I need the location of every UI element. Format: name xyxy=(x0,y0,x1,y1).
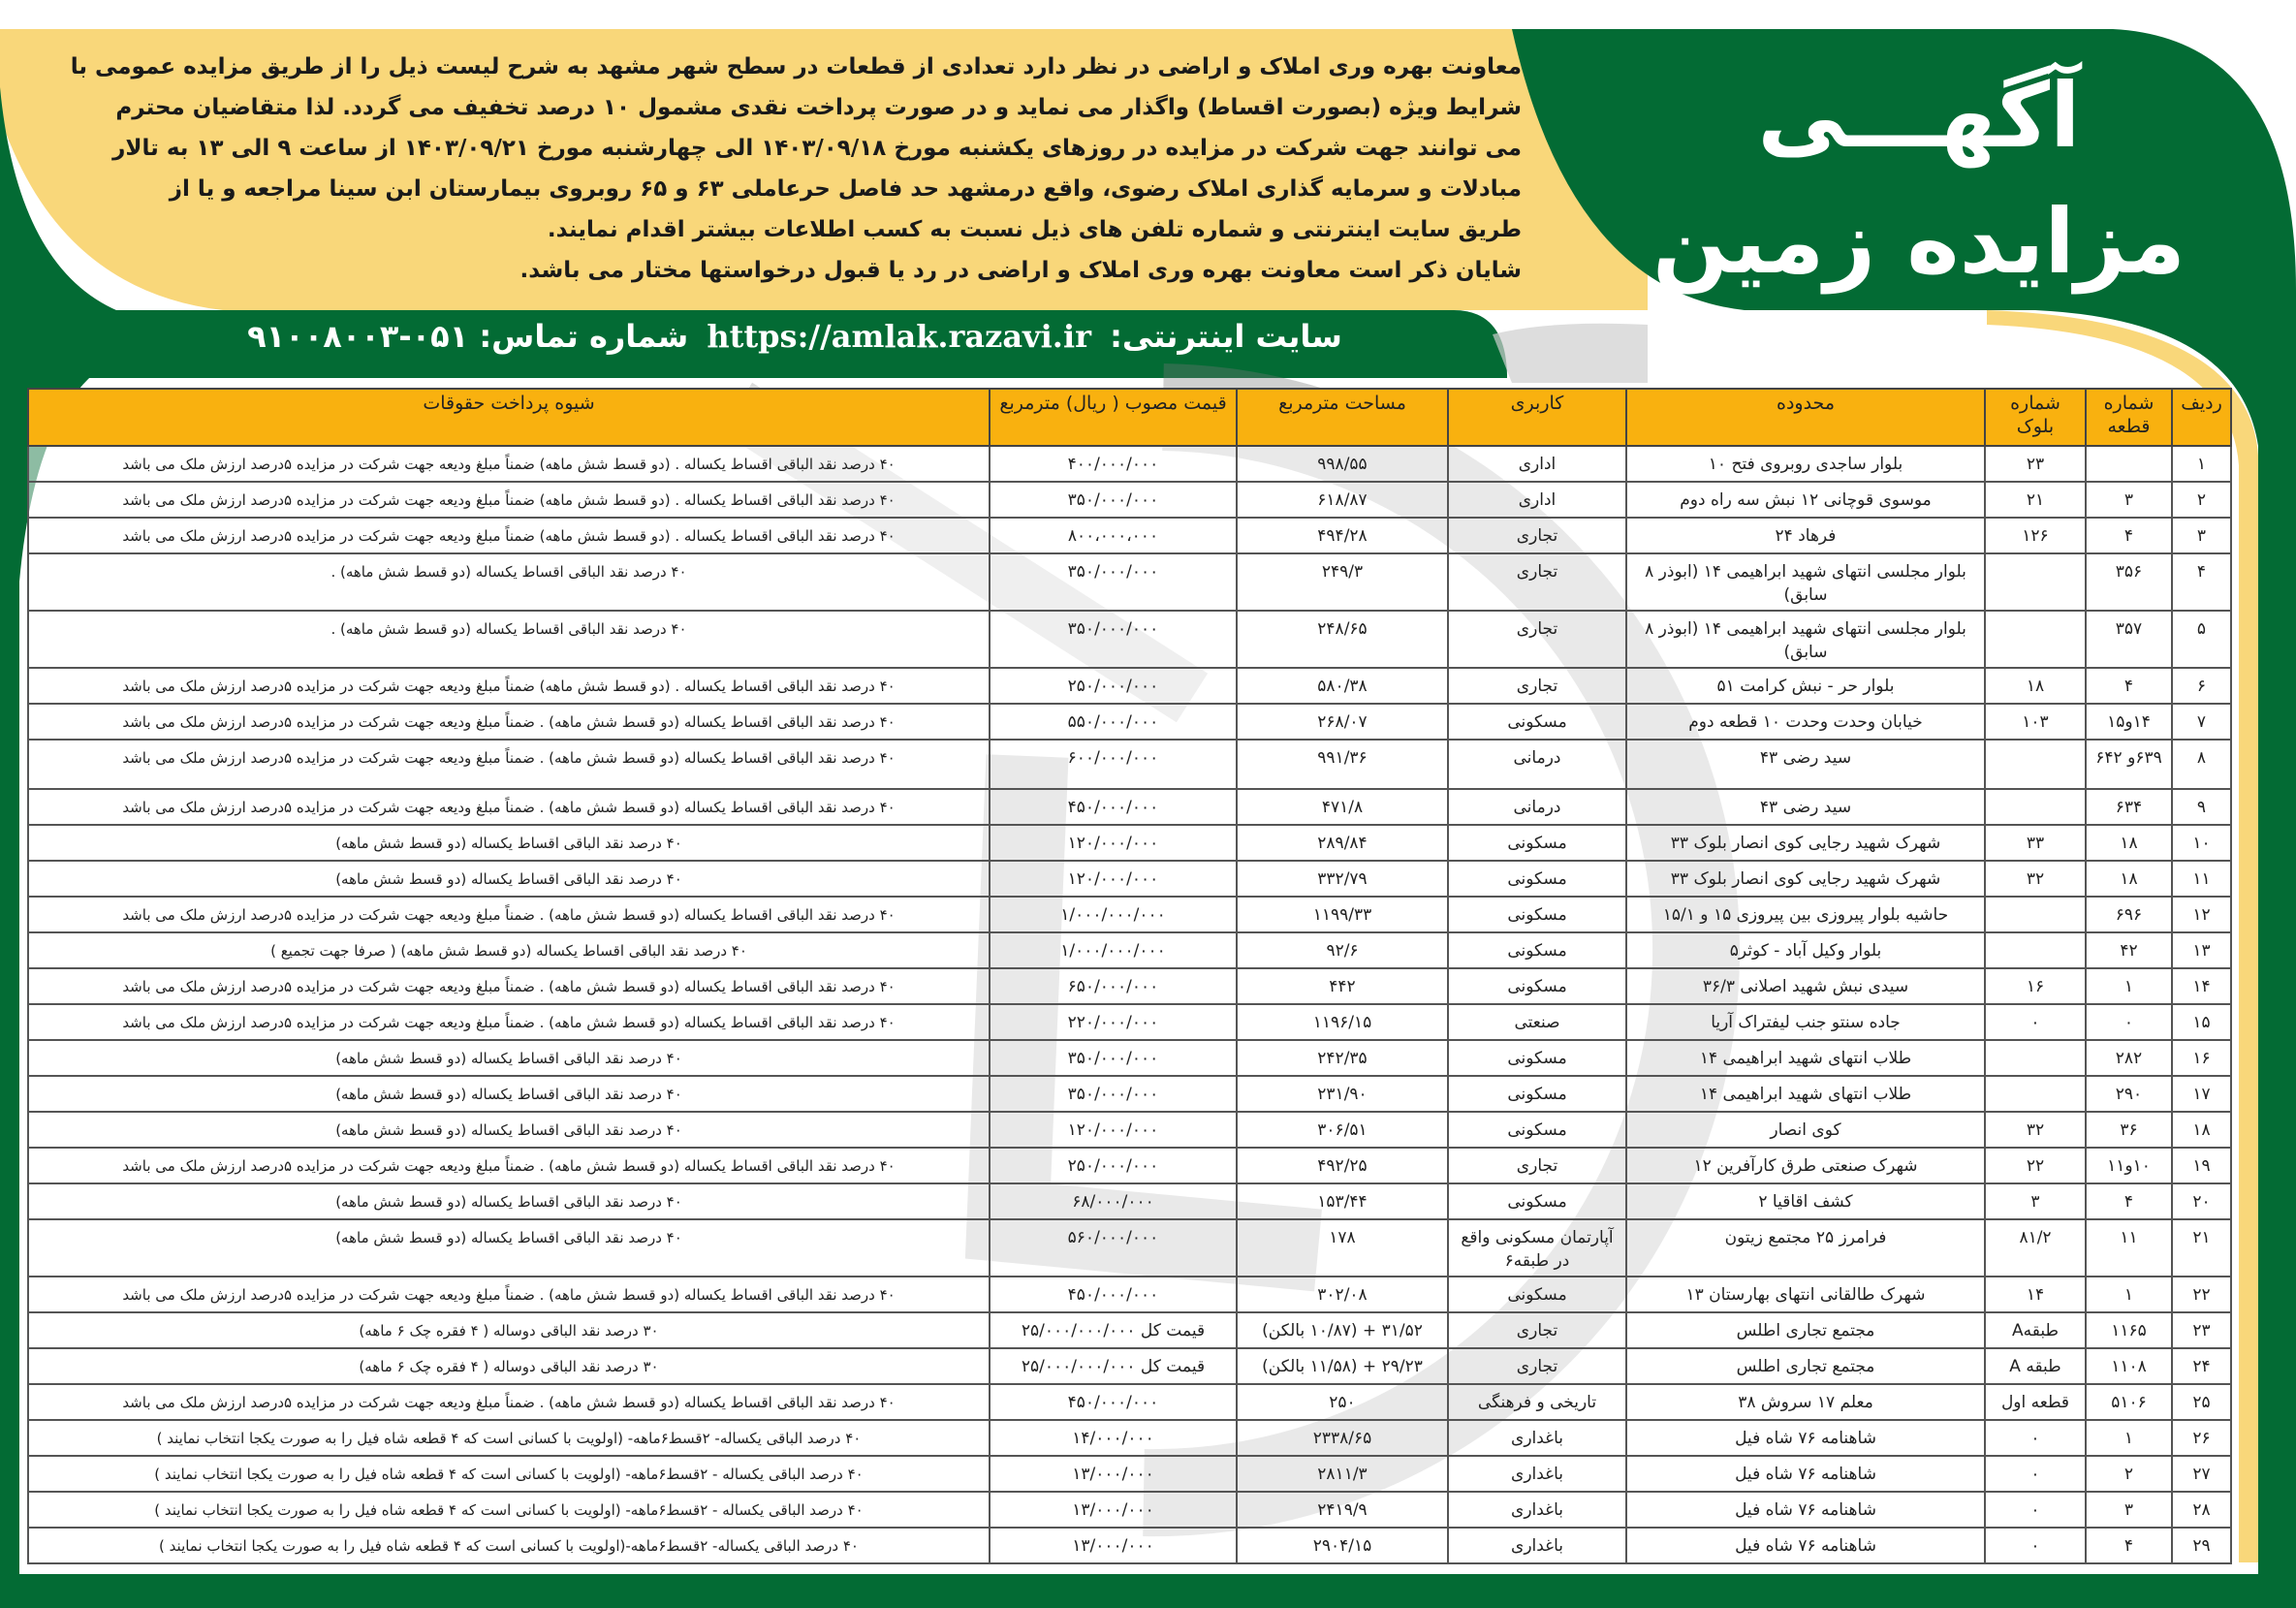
cell-price: ۲۵۰/۰۰۰/۰۰۰ xyxy=(990,668,1237,704)
cell-usage: درمانی xyxy=(1448,789,1626,825)
cell-plot-number: ۳۶ xyxy=(2086,1112,2172,1148)
cell-area: ۴۹۲/۲۵ xyxy=(1237,1148,1448,1183)
column-header-payment-terms: شیوه پرداخت حقوقات xyxy=(28,389,990,446)
cell-location: بلوار ساجدی روبروی فتح ۱۰ xyxy=(1626,446,1985,482)
table-row xyxy=(28,668,2231,704)
cell-payment-terms: ۴۰ درصد نقد الباقی اقساط یکساله (دو قسط شش ماهه) . ضمناً مبلغ ودیعه جهت شرکت در مزایده ۵درصد ارزش ملک می باشد xyxy=(28,897,990,932)
cell-area: ۲۴۲/۳۵ xyxy=(1237,1040,1448,1076)
cell-row-number: ۲۶ xyxy=(2172,1420,2231,1456)
cell-block-number: طبقه A xyxy=(1985,1348,2086,1384)
cell-row-number: ۲۲ xyxy=(2172,1277,2231,1312)
table-row xyxy=(28,1312,2231,1348)
page-title xyxy=(1648,53,2190,305)
cell-price: ۴۵۰/۰۰۰/۰۰۰ xyxy=(990,1384,1237,1420)
cell-block-number: ۰ xyxy=(1985,1456,2086,1492)
cell-usage: مسکونی xyxy=(1448,897,1626,932)
cell-location: بلوار مجلسی انتهای شهید ابراهیمی ۱۴ (ابوذر ۸ سابق) xyxy=(1626,611,1985,668)
cell-payment-terms: ۳۰ درصد نقد الباقی دوساله ( ۴ فقره چک ۶ ماهه) xyxy=(28,1348,990,1384)
cell-area: ۴۴۲ xyxy=(1237,968,1448,1004)
cell-price: ۱۴/۰۰۰/۰۰۰ xyxy=(990,1420,1237,1456)
cell-payment-terms: ۴۰ درصد الباقی یکساله - ۲قسط۶ماهه- (اولویت با کسانی است که ۴ قطعه شاه فیل را به صورت یکجا انتخاب نمایند ) xyxy=(28,1492,990,1528)
cell-price: ۶۸/۰۰۰/۰۰۰ xyxy=(990,1183,1237,1219)
table-row xyxy=(28,704,2231,740)
cell-row-number: ۲۳ xyxy=(2172,1312,2231,1348)
cell-plot-number: ۰ xyxy=(2086,1004,2172,1040)
cell-plot-number: ۱۸ xyxy=(2086,825,2172,861)
cell-block-number: ۲۱ xyxy=(1985,482,2086,518)
cell-usage: تجاری xyxy=(1448,668,1626,704)
cell-payment-terms: ۴۰ درصد نقد الباقی اقساط یکساله (دو قسط شش ماهه) . xyxy=(28,553,990,611)
cell-price: ۳۵۰/۰۰۰/۰۰۰ xyxy=(990,1040,1237,1076)
cell-payment-terms: ۴۰ درصد نقد الباقی اقساط یکساله (دو قسط شش ماهه) xyxy=(28,1076,990,1112)
table-row xyxy=(28,789,2231,825)
cell-usage: تجاری xyxy=(1448,518,1626,553)
table-row xyxy=(28,1456,2231,1492)
cell-row-number: ۷ xyxy=(2172,704,2231,740)
cell-block-number: ۸۱/۲ xyxy=(1985,1219,2086,1277)
cell-usage: مسکونی xyxy=(1448,1183,1626,1219)
cell-payment-terms: ۴۰ درصد الباقی یکساله- ۲قسط۶ماهه-(اولویت با کسانی است که ۴ قطعه شاه فیل را به صورت یکجا انتخاب نمایند ) xyxy=(28,1528,990,1563)
auction-table xyxy=(27,388,2232,1564)
cell-location: کوی انصار xyxy=(1626,1112,1985,1148)
table-row xyxy=(28,1384,2231,1420)
cell-location: مجتمع تجاری اطلس xyxy=(1626,1348,1985,1384)
cell-plot-number: ۱۱۰۸ xyxy=(2086,1348,2172,1384)
cell-usage: مسکونی xyxy=(1448,1076,1626,1112)
cell-area: ۳۳۲/۷۹ xyxy=(1237,861,1448,897)
cell-payment-terms: ۴۰ درصد نقد الباقی اقساط یکساله (دو قسط شش ماهه) . ضمناً مبلغ ودیعه جهت شرکت در مزایده ۵درصد ارزش ملک می باشد xyxy=(28,740,990,789)
cell-area: ۲۴۸/۶۵ xyxy=(1237,611,1448,668)
table-row xyxy=(28,1420,2231,1456)
table-row xyxy=(28,825,2231,861)
cell-block-number: ۱۶ xyxy=(1985,968,2086,1004)
cell-row-number: ۱۰ xyxy=(2172,825,2231,861)
cell-location: بلوار حر - نبش کرامت ۵۱ xyxy=(1626,668,1985,704)
cell-usage: تجاری xyxy=(1448,553,1626,611)
cell-location: شهرک صنعتی طرق کارآفرین ۱۲ xyxy=(1626,1148,1985,1183)
cell-payment-terms: ۴۰ درصد نقد الباقی اقساط یکساله . (دو قسط شش ماهه) ضمناً مبلغ ودیعه جهت شرکت در مزایده ۵درصد ارزش ملک می باشد xyxy=(28,446,990,482)
cell-area: ۱۱۹۶/۱۵ xyxy=(1237,1004,1448,1040)
cell-payment-terms: ۴۰ درصد نقد الباقی اقساط یکساله . (دو قسط شش ماهه) ضمناً مبلغ ودیعه جهت شرکت در مزایده ۵درصد ارزش ملک می باشد xyxy=(28,668,990,704)
cell-payment-terms: ۴۰ درصد نقد الباقی اقساط یکساله (دو قسط شش ماهه) . ضمناً مبلغ ودیعه جهت شرکت در مزایده ۵درصد ارزش ملک می باشد xyxy=(28,968,990,1004)
cell-row-number: ۲۹ xyxy=(2172,1528,2231,1563)
contact-bar xyxy=(116,318,1473,355)
cell-block-number: ۳۲ xyxy=(1985,1112,2086,1148)
cell-plot-number: ۶۳۴ xyxy=(2086,789,2172,825)
table-row xyxy=(28,861,2231,897)
cell-plot-number: ۱۴و۱۵ xyxy=(2086,704,2172,740)
table-row xyxy=(28,611,2231,668)
column-header-row-number: ردیف xyxy=(2172,389,2231,446)
cell-plot-number: ۱۱ xyxy=(2086,1219,2172,1277)
cell-usage: مسکونی xyxy=(1448,825,1626,861)
cell-block-number: ۰ xyxy=(1985,1528,2086,1563)
cell-row-number: ۳ xyxy=(2172,518,2231,553)
cell-row-number: ۲۴ xyxy=(2172,1348,2231,1384)
column-header-location: محدوده xyxy=(1626,389,1985,446)
column-header-usage: کاربری xyxy=(1448,389,1626,446)
cell-area: ۳۱/۵۲ + (۱۰/۸۷ بالکن) xyxy=(1237,1312,1448,1348)
cell-payment-terms: ۴۰ درصد نقد الباقی اقساط یکساله (دو قسط شش ماهه) . ضمناً مبلغ ودیعه جهت شرکت در مزایده ۵درصد ارزش ملک می باشد xyxy=(28,1277,990,1312)
cell-row-number: ۹ xyxy=(2172,789,2231,825)
cell-block-number: ۲۲ xyxy=(1985,1148,2086,1183)
intro-line: شرایط ویژه (بصورت اقساط) واگذار می نماید و در صورت پرداخت نقدی مشمول ۱۰ درصد تخفیف می گردد. لذا متقاضیان محترم xyxy=(115,95,1522,120)
cell-usage: مسکونی xyxy=(1448,968,1626,1004)
table-row xyxy=(28,968,2231,1004)
cell-usage: تجاری xyxy=(1448,1348,1626,1384)
cell-row-number: ۲ xyxy=(2172,482,2231,518)
cell-usage: مسکونی xyxy=(1448,1277,1626,1312)
cell-price: ۲۲۰/۰۰۰/۰۰۰ xyxy=(990,1004,1237,1040)
cell-price: ۱/۰۰۰/۰۰۰/۰۰۰ xyxy=(990,897,1237,932)
cell-usage: تجاری xyxy=(1448,1312,1626,1348)
cell-row-number: ۱۸ xyxy=(2172,1112,2231,1148)
cell-price: ۱/۰۰۰/۰۰۰/۰۰۰ xyxy=(990,932,1237,968)
cell-payment-terms: ۴۰ درصد نقد الباقی اقساط یکساله (دو قسط شش ماهه) . ضمناً مبلغ ودیعه جهت شرکت در مزایده ۵درصد ارزش ملک می باشد xyxy=(28,704,990,740)
cell-location: سید رضی ۴۳ xyxy=(1626,740,1985,789)
cell-area: ۲۶۸/۰۷ xyxy=(1237,704,1448,740)
cell-block-number: ۰ xyxy=(1985,1004,2086,1040)
cell-payment-terms: ۴۰ درصد الباقی یکساله- ۲قسط۶ماهه- (اولویت با کسانی است که ۴ قطعه شاه فیل را به صورت یکجا انتخاب نمایند ) xyxy=(28,1420,990,1456)
cell-payment-terms: ۴۰ درصد نقد الباقی اقساط یکساله . (دو قسط شش ماهه) ضمناً مبلغ ودیعه جهت شرکت در مزایده ۵درصد ارزش ملک می باشد xyxy=(28,518,990,553)
cell-plot-number: ۳ xyxy=(2086,482,2172,518)
cell-plot-number: ۲۹۰ xyxy=(2086,1076,2172,1112)
intro-paragraph xyxy=(39,47,1522,291)
site-label: سایت اینترنتی: xyxy=(1110,318,1342,355)
cell-area: ۱۱۹۹/۳۳ xyxy=(1237,897,1448,932)
cell-payment-terms: ۴۰ درصد نقد الباقی اقساط یکساله (دو قسط شش ماهه) . ضمناً مبلغ ودیعه جهت شرکت در مزایده ۵درصد ارزش ملک می باشد xyxy=(28,1148,990,1183)
cell-block-number: ۰ xyxy=(1985,1420,2086,1456)
cell-usage: تجاری xyxy=(1448,611,1626,668)
cell-location: بلوار مجلسی انتهای شهید ابراهیمی ۱۴ (ابوذر ۸ سابق) xyxy=(1626,553,1985,611)
cell-block-number: ۰ xyxy=(1985,1492,2086,1528)
column-header-area: مساحت مترمربع xyxy=(1237,389,1448,446)
cell-plot-number: ۱۱۶۵ xyxy=(2086,1312,2172,1348)
cell-row-number: ۲۷ xyxy=(2172,1456,2231,1492)
cell-plot-number: ۳ xyxy=(2086,1492,2172,1528)
cell-location: شاهنامه ۷۶ شاه فیل xyxy=(1626,1420,1985,1456)
cell-block-number: ۳۲ xyxy=(1985,861,2086,897)
cell-area: ۲۵۰ xyxy=(1237,1384,1448,1420)
table-row xyxy=(28,1040,2231,1076)
cell-location: فرهاد ۲۴ xyxy=(1626,518,1985,553)
intro-line: مبادلات و سرمایه گذاری املاک رضوی، واقع درمشهد حد فاصل حرعاملی ۶۳ و ۶۵ روبروی بیمارستان ابن سینا مراجعه و یا از xyxy=(169,176,1522,202)
cell-area: ۴۹۴/۲۸ xyxy=(1237,518,1448,553)
column-header-price: قیمت مصوب ( ریال) مترمربع xyxy=(990,389,1237,446)
cell-plot-number: ۶۳۹و ۶۴۲ xyxy=(2086,740,2172,789)
cell-row-number: ۵ xyxy=(2172,611,2231,668)
cell-location: حاشیه بلوار پیروزی بین پیروزی ۱۵ و ۱۵/۱ xyxy=(1626,897,1985,932)
cell-area: ۶۱۸/۸۷ xyxy=(1237,482,1448,518)
cell-location: سیدی نبش شهید اصلانی ۳۶/۳ xyxy=(1626,968,1985,1004)
cell-price: ۶۵۰/۰۰۰/۰۰۰ xyxy=(990,968,1237,1004)
cell-usage: باغداری xyxy=(1448,1492,1626,1528)
table-row xyxy=(28,446,2231,482)
table-row xyxy=(28,932,2231,968)
cell-row-number: ۱۴ xyxy=(2172,968,2231,1004)
cell-area: ۲۴۹/۳ xyxy=(1237,553,1448,611)
cell-location: کشف اقاقیا ۲ xyxy=(1626,1183,1985,1219)
cell-block-number xyxy=(1985,897,2086,932)
cell-plot-number: ۱ xyxy=(2086,1277,2172,1312)
cell-payment-terms: ۴۰ درصد نقد الباقی اقساط یکساله (دو قسط شش ماهه) xyxy=(28,1040,990,1076)
table-row xyxy=(28,1348,2231,1384)
cell-plot-number: ۴ xyxy=(2086,668,2172,704)
cell-payment-terms: ۴۰ درصد نقد الباقی اقساط یکساله (دو قسط شش ماهه) xyxy=(28,1112,990,1148)
cell-usage: مسکونی xyxy=(1448,861,1626,897)
cell-block-number xyxy=(1985,1076,2086,1112)
table-row xyxy=(28,1528,2231,1563)
cell-location: شاهنامه ۷۶ شاه فیل xyxy=(1626,1492,1985,1528)
table-row xyxy=(28,1183,2231,1219)
table-header-row xyxy=(28,389,2231,446)
cell-usage: اداری xyxy=(1448,446,1626,482)
cell-location: شاهنامه ۷۶ شاه فیل xyxy=(1626,1456,1985,1492)
cell-location: شهرک شهید رجایی کوی انصار بلوک ۳۳ xyxy=(1626,825,1985,861)
cell-location: جاده سنتو جنب لیفتراک آریا xyxy=(1626,1004,1985,1040)
cell-area: ۲۳۳۸/۶۵ xyxy=(1237,1420,1448,1456)
cell-payment-terms: ۳۰ درصد نقد الباقی دوساله ( ۴ فقره چک ۶ ماهه) xyxy=(28,1312,990,1348)
cell-payment-terms: ۴۰ درصد نقد الباقی اقساط یکساله (دو قسط شش ماهه) ( صرفا جهت تجمیع ) xyxy=(28,932,990,968)
cell-price: ۴۵۰/۰۰۰/۰۰۰ xyxy=(990,789,1237,825)
column-header-plot-number: شماره قطعه xyxy=(2086,389,2172,446)
cell-area: ۲۹/۲۳ + (۱۱/۵۸ بالکن) xyxy=(1237,1348,1448,1384)
cell-price: ۵۶۰/۰۰۰/۰۰۰ xyxy=(990,1219,1237,1277)
cell-row-number: ۱۷ xyxy=(2172,1076,2231,1112)
cell-price: ۱۲۰/۰۰۰/۰۰۰ xyxy=(990,1112,1237,1148)
table-row xyxy=(28,1004,2231,1040)
cell-plot-number: ۳۵۶ xyxy=(2086,553,2172,611)
cell-block-number xyxy=(1985,740,2086,789)
cell-price: ۳۵۰/۰۰۰/۰۰۰ xyxy=(990,611,1237,668)
cell-price: ۲۵۰/۰۰۰/۰۰۰ xyxy=(990,1148,1237,1183)
cell-location: مجتمع تجاری اطلس xyxy=(1626,1312,1985,1348)
cell-area: ۹۲/۶ xyxy=(1237,932,1448,968)
cell-row-number: ۴ xyxy=(2172,553,2231,611)
cell-plot-number: ۱ xyxy=(2086,1420,2172,1456)
cell-location: شهرک شهید رجایی کوی انصار بلوک ۳۳ xyxy=(1626,861,1985,897)
intro-line: می توانند جهت شرکت در مزایده در روزهای یکشنبه مورخ ۱۴۰۳/۰۹/۱۸ الی چهارشنبه مورخ ۱۴۰۳/۰۹/۲۱ از ساعت ۹ الی ۱۳ به تالار xyxy=(112,136,1522,161)
cell-usage: اداری xyxy=(1448,482,1626,518)
cell-price: قیمت کل ۲۵/۰۰۰/۰۰۰/۰۰۰ xyxy=(990,1348,1237,1384)
cell-plot-number: ۴ xyxy=(2086,1183,2172,1219)
cell-usage: تاریخی و فرهنگی xyxy=(1448,1384,1626,1420)
cell-location: طلاب انتهای شهید ابراهیمی ۱۴ xyxy=(1626,1040,1985,1076)
cell-block-number: ۱۸ xyxy=(1985,668,2086,704)
cell-price: ۱۳/۰۰۰/۰۰۰ xyxy=(990,1528,1237,1563)
cell-area: ۹۹۸/۵۵ xyxy=(1237,446,1448,482)
cell-usage: آپارتمان مسکونی واقع در طبقه۶ xyxy=(1448,1219,1626,1277)
cell-block-number xyxy=(1985,611,2086,668)
cell-area: ۱۷۸ xyxy=(1237,1219,1448,1277)
cell-usage: باغداری xyxy=(1448,1420,1626,1456)
cell-price: ۴۵۰/۰۰۰/۰۰۰ xyxy=(990,1277,1237,1312)
cell-payment-terms: ۴۰ درصد نقد الباقی اقساط یکساله (دو قسط شش ماهه) xyxy=(28,861,990,897)
cell-location: سید رضی ۴۳ xyxy=(1626,789,1985,825)
cell-plot-number: ۴۲ xyxy=(2086,932,2172,968)
cell-row-number: ۸ xyxy=(2172,740,2231,789)
intro-line: معاونت بهره وری املاک و اراضی در نظر دارد تعدادی از قطعات در سطح شهر مشهد به شرح لیست ذیل را از طریق مزایده عمومی با xyxy=(70,54,1522,79)
cell-price: ۱۲۰/۰۰۰/۰۰۰ xyxy=(990,825,1237,861)
cell-plot-number: ۱۰و۱۱ xyxy=(2086,1148,2172,1183)
cell-payment-terms: ۴۰ درصد نقد الباقی اقساط یکساله (دو قسط شش ماهه) xyxy=(28,1219,990,1277)
cell-payment-terms: ۴۰ درصد نقد الباقی اقساط یکساله (دو قسط شش ماهه) xyxy=(28,1183,990,1219)
cell-plot-number: ۲۸۲ xyxy=(2086,1040,2172,1076)
cell-plot-number xyxy=(2086,446,2172,482)
cell-location: موسوی قوچانی ۱۲ نبش سه راه دوم xyxy=(1626,482,1985,518)
cell-price: ۵۵۰/۰۰۰/۰۰۰ xyxy=(990,704,1237,740)
table-row xyxy=(28,1076,2231,1112)
cell-plot-number: ۵۱۰۶ xyxy=(2086,1384,2172,1420)
cell-plot-number: ۶۹۶ xyxy=(2086,897,2172,932)
cell-area: ۲۸۱۱/۳ xyxy=(1237,1456,1448,1492)
cell-plot-number: ۴ xyxy=(2086,1528,2172,1563)
cell-block-number: ۳ xyxy=(1985,1183,2086,1219)
cell-row-number: ۱۲ xyxy=(2172,897,2231,932)
cell-area: ۲۴۱۹/۹ xyxy=(1237,1492,1448,1528)
cell-usage: مسکونی xyxy=(1448,704,1626,740)
title-line-2: مزایده زمین xyxy=(1651,190,2186,294)
cell-block-number: ۱۰۳ xyxy=(1985,704,2086,740)
cell-usage: باغداری xyxy=(1448,1456,1626,1492)
cell-area: ۵۸۰/۳۸ xyxy=(1237,668,1448,704)
cell-row-number: ۲۰ xyxy=(2172,1183,2231,1219)
cell-usage: تجاری xyxy=(1448,1148,1626,1183)
table-row xyxy=(28,1148,2231,1183)
cell-block-number xyxy=(1985,932,2086,968)
cell-block-number: قطعه اول xyxy=(1985,1384,2086,1420)
cell-plot-number: ۲ xyxy=(2086,1456,2172,1492)
cell-block-number: ۳۳ xyxy=(1985,825,2086,861)
cell-row-number: ۱۱ xyxy=(2172,861,2231,897)
cell-plot-number: ۱۸ xyxy=(2086,861,2172,897)
cell-plot-number: ۳۵۷ xyxy=(2086,611,2172,668)
cell-location: طلاب انتهای شهید ابراهیمی ۱۴ xyxy=(1626,1076,1985,1112)
cell-price: قیمت کل ۲۵/۰۰۰/۰۰۰/۰۰۰ xyxy=(990,1312,1237,1348)
phone-label: شماره تماس: xyxy=(479,318,689,355)
cell-row-number: ۲۱ xyxy=(2172,1219,2231,1277)
cell-payment-terms: ۴۰ درصد نقد الباقی اقساط یکساله . (دو قسط شش ماهه) ضمناً مبلغ ودیعه جهت شرکت در مزایده ۵درصد ارزش ملک می باشد xyxy=(28,482,990,518)
cell-area: ۲۹۰۴/۱۵ xyxy=(1237,1528,1448,1563)
cell-price: ۳۵۰/۰۰۰/۰۰۰ xyxy=(990,1076,1237,1112)
intro-line: طریق سایت اینترنتی و شماره تلفن های ذیل نسبت به کسب اطلاعات بیشتر اقدام نمایند. xyxy=(547,217,1522,242)
cell-price: ۶۰۰/۰۰۰/۰۰۰ xyxy=(990,740,1237,789)
cell-payment-terms: ۴۰ درصد نقد الباقی اقساط یکساله (دو قسط شش ماهه) xyxy=(28,825,990,861)
cell-usage: مسکونی xyxy=(1448,932,1626,968)
cell-block-number: ۱۲۶ xyxy=(1985,518,2086,553)
cell-usage: صنعتی xyxy=(1448,1004,1626,1040)
cell-block-number: طبقهA xyxy=(1985,1312,2086,1348)
cell-price: ۸۰۰،۰۰۰،۰۰۰ xyxy=(990,518,1237,553)
intro-line: شایان ذکر است معاونت بهره وری املاک و اراضی در رد یا قبول درخواستها مختار می باشد. xyxy=(519,258,1522,283)
cell-usage: مسکونی xyxy=(1448,1112,1626,1148)
cell-area: ۹۹۱/۳۶ xyxy=(1237,740,1448,789)
cell-usage: باغداری xyxy=(1448,1528,1626,1563)
cell-row-number: ۱ xyxy=(2172,446,2231,482)
table-row xyxy=(28,1492,2231,1528)
cell-location: خیابان وحدت وحدت ۱۰ قطعه دوم xyxy=(1626,704,1985,740)
cell-block-number xyxy=(1985,789,2086,825)
cell-usage: مسکونی xyxy=(1448,1040,1626,1076)
column-header-block-number: شماره بلوک xyxy=(1985,389,2086,446)
cell-payment-terms: ۴۰ درصد نقد الباقی اقساط یکساله (دو قسط شش ماهه) . ضمناً مبلغ ودیعه جهت شرکت در مزایده ۵درصد ارزش ملک می باشد xyxy=(28,1004,990,1040)
cell-block-number xyxy=(1985,1040,2086,1076)
cell-price: ۴۰۰/۰۰۰/۰۰۰ xyxy=(990,446,1237,482)
table-row xyxy=(28,897,2231,932)
cell-row-number: ۶ xyxy=(2172,668,2231,704)
table-row xyxy=(28,1112,2231,1148)
table-row xyxy=(28,482,2231,518)
cell-payment-terms: ۴۰ درصد الباقی یکساله - ۲قسط۶ماهه- (اولویت با کسانی است که ۴ قطعه شاه فیل را به صورت یکجا انتخاب نمایند ) xyxy=(28,1456,990,1492)
cell-row-number: ۱۵ xyxy=(2172,1004,2231,1040)
table-row xyxy=(28,740,2231,789)
cell-block-number: ۱۴ xyxy=(1985,1277,2086,1312)
table-row xyxy=(28,1277,2231,1312)
cell-payment-terms: ۴۰ درصد نقد الباقی اقساط یکساله (دو قسط شش ماهه) . ضمناً مبلغ ودیعه جهت شرکت در مزایده ۵درصد ارزش ملک می باشد xyxy=(28,789,990,825)
cell-location: بلوار وکیل آباد - کوثر۵ xyxy=(1626,932,1985,968)
cell-row-number: ۲۸ xyxy=(2172,1492,2231,1528)
cell-price: ۱۲۰/۰۰۰/۰۰۰ xyxy=(990,861,1237,897)
cell-area: ۲۸۹/۸۴ xyxy=(1237,825,1448,861)
phone-number: ۰۵۱-۹۱۰۰۸۰۰۳ xyxy=(247,318,469,355)
cell-location: شاهنامه ۷۶ شاه فیل xyxy=(1626,1528,1985,1563)
table-row xyxy=(28,518,2231,553)
cell-row-number: ۲۵ xyxy=(2172,1384,2231,1420)
cell-row-number: ۱۶ xyxy=(2172,1040,2231,1076)
cell-price: ۱۳/۰۰۰/۰۰۰ xyxy=(990,1456,1237,1492)
cell-block-number: ۲۳ xyxy=(1985,446,2086,482)
cell-row-number: ۱۹ xyxy=(2172,1148,2231,1183)
cell-row-number: ۱۳ xyxy=(2172,932,2231,968)
cell-plot-number: ۴ xyxy=(2086,518,2172,553)
cell-area: ۲۳۱/۹۰ xyxy=(1237,1076,1448,1112)
cell-plot-number: ۱ xyxy=(2086,968,2172,1004)
table-row xyxy=(28,553,2231,611)
cell-area: ۳۰۶/۵۱ xyxy=(1237,1112,1448,1148)
cell-price: ۳۵۰/۰۰۰/۰۰۰ xyxy=(990,482,1237,518)
cell-location: شهرک طالقانی انتهای بهارستان ۱۳ xyxy=(1626,1277,1985,1312)
cell-price: ۱۳/۰۰۰/۰۰۰ xyxy=(990,1492,1237,1528)
cell-area: ۴۷۱/۸ xyxy=(1237,789,1448,825)
website-link[interactable]: https://amlak.razavi.ir xyxy=(707,318,1091,355)
cell-area: ۱۵۳/۴۴ xyxy=(1237,1183,1448,1219)
cell-payment-terms: ۴۰ درصد نقد الباقی اقساط یکساله (دو قسط شش ماهه) . xyxy=(28,611,990,668)
cell-usage: درمانی xyxy=(1448,740,1626,789)
title-line-1: آگهـــی xyxy=(1757,64,2081,168)
cell-block-number xyxy=(1985,553,2086,611)
cell-area: ۳۰۲/۰۸ xyxy=(1237,1277,1448,1312)
cell-price: ۳۵۰/۰۰۰/۰۰۰ xyxy=(990,553,1237,611)
table-row xyxy=(28,1219,2231,1277)
cell-location: معلم ۱۷ سروش ۳۸ xyxy=(1626,1384,1985,1420)
cell-location: فرامرز ۲۵ مجتمع زیتون xyxy=(1626,1219,1985,1277)
cell-payment-terms: ۴۰ درصد نقد الباقی اقساط یکساله (دو قسط شش ماهه) . ضمناً مبلغ ودیعه جهت شرکت در مزایده ۵درصد ارزش ملک می باشد xyxy=(28,1384,990,1420)
